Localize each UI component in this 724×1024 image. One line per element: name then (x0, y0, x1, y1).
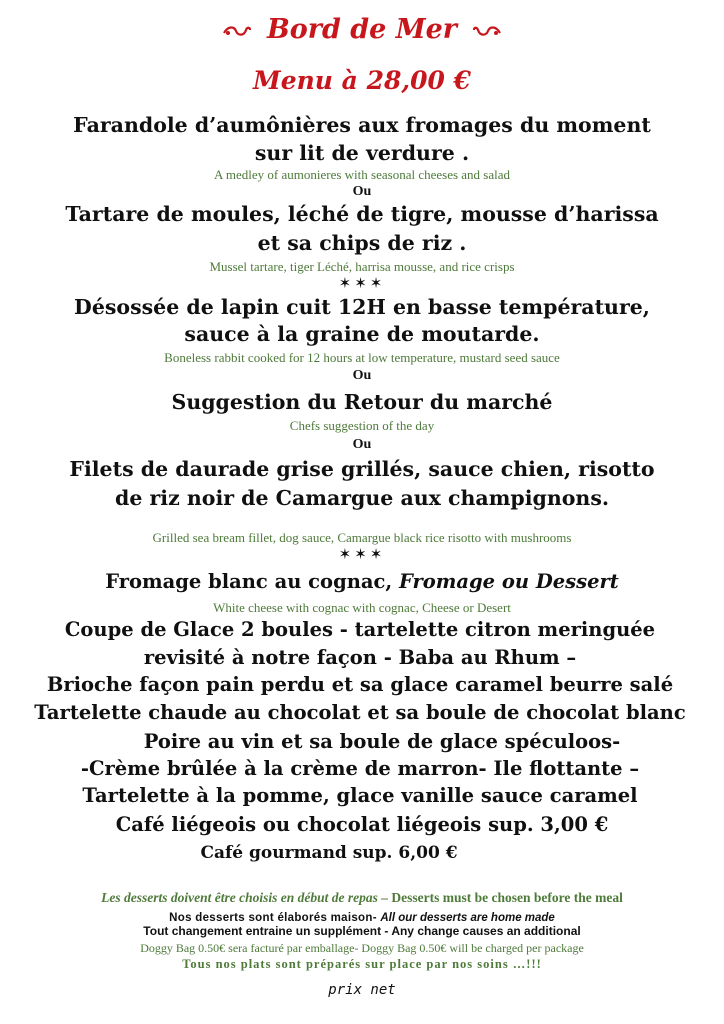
dessert-heading-italic: Fromage ou Dessert (398, 570, 619, 593)
main-1-english: Boneless rabbit cooked for 12 hours at low temperature, mustard seed sauce (164, 350, 560, 365)
main-2: Suggestion du Retour du marché (171, 390, 553, 414)
dessert-line: Poire au vin et sa boule de glace spéculoos- (143, 730, 621, 753)
menu-price: Menu à 28,00 € (253, 66, 471, 95)
desserts-choice-fr: Les desserts doivent être choisis en début de repas – (101, 890, 392, 905)
or-separator: Ou (352, 437, 372, 452)
or-separator: Ou (352, 368, 372, 383)
dessert-line: -Crème brûlée à la crème de marron- Ile flottante – (80, 757, 640, 780)
dessert-line: Tartelette à la pomme, glace vanille sauce caramel (82, 784, 638, 807)
dessert-heading (0, 570, 724, 593)
doggy-bag-note: Doggy Bag 0.50€ sera facturé par emballage- Doggy Bag 0.50€ will be charged per package (140, 941, 584, 955)
starter-2-line-1: Tartare de moules, léché de tigre, mousse d’harissa (65, 202, 659, 226)
desserts-choice-en: Desserts must be chosen before the meal (391, 890, 623, 905)
dessert-supplement-line: Café gourmand sup. 6,00 € (200, 843, 458, 863)
homemade-fr: Nos desserts sont élaborés maison- (169, 912, 381, 924)
dessert-line: Coupe de Glace 2 boules - tartelette citron meringuée (64, 618, 656, 641)
main-3-line-1: Filets de daurade grise grillés, sauce chien, risotto (69, 457, 655, 481)
starter-2-english: Mussel tartare, tiger Léché, harrisa mousse, and rice crisps (209, 259, 515, 274)
or-separator: Ou (352, 184, 372, 199)
homemade-en: All our desserts are home made (380, 912, 555, 924)
right-flourish-icon (472, 24, 502, 38)
onsite-note: Tous nos plats sont préparés sur place par nos soins …!!! (182, 957, 542, 971)
desserts-choice-note (0, 889, 724, 907)
main-3-line-2: de riz noir de Camargue aux champignons. (114, 486, 609, 510)
change-note: Tout changement entraine un supplément - Any change causes an additional (143, 924, 581, 938)
starter-1-line-2: sur lit de verdure . (254, 141, 470, 165)
restaurant-title (0, 14, 724, 45)
main-1-line-2: sauce à la graine de moutarde. (184, 322, 540, 346)
dessert-line: Brioche façon pain perdu et sa glace caramel beurre salé (46, 673, 674, 696)
dessert-heading-english: White cheese with cognac with cognac, Cheese or Desert (213, 600, 511, 615)
main-1-line-1: Désossée de lapin cuit 12H en basse température, (74, 295, 650, 319)
dessert-line: revisité à notre façon - Baba au Rhum – (143, 646, 577, 669)
starter-2-line-2: et sa chips de riz . (257, 231, 467, 255)
stars-separator-icon: ✶✶✶ (338, 545, 386, 563)
dessert-supplement-line: Café liégeois ou chocolat liégeois sup. 3,00 € (115, 813, 609, 836)
dessert-heading-plain: Fromage blanc au cognac, (105, 570, 399, 593)
dessert-line: Tartelette chaude au chocolat et sa boule de chocolat blanc (34, 701, 686, 724)
left-flourish-icon (222, 24, 252, 38)
net-price-note: prix net (328, 982, 396, 998)
main-2-english: Chefs suggestion of the day (289, 418, 435, 433)
main-3-english: Grilled sea bream fillet, dog sauce, Camargue black rice risotto with mushrooms (152, 530, 572, 545)
restaurant-name: Bord de Mer (266, 14, 458, 45)
starter-1-english: A medley of aumonieres with seasonal cheeses and salad (213, 167, 511, 182)
starter-1-line-1: Farandole d’aumônières aux fromages du moment (73, 113, 651, 137)
stars-separator-icon: ✶✶✶ (338, 274, 386, 292)
